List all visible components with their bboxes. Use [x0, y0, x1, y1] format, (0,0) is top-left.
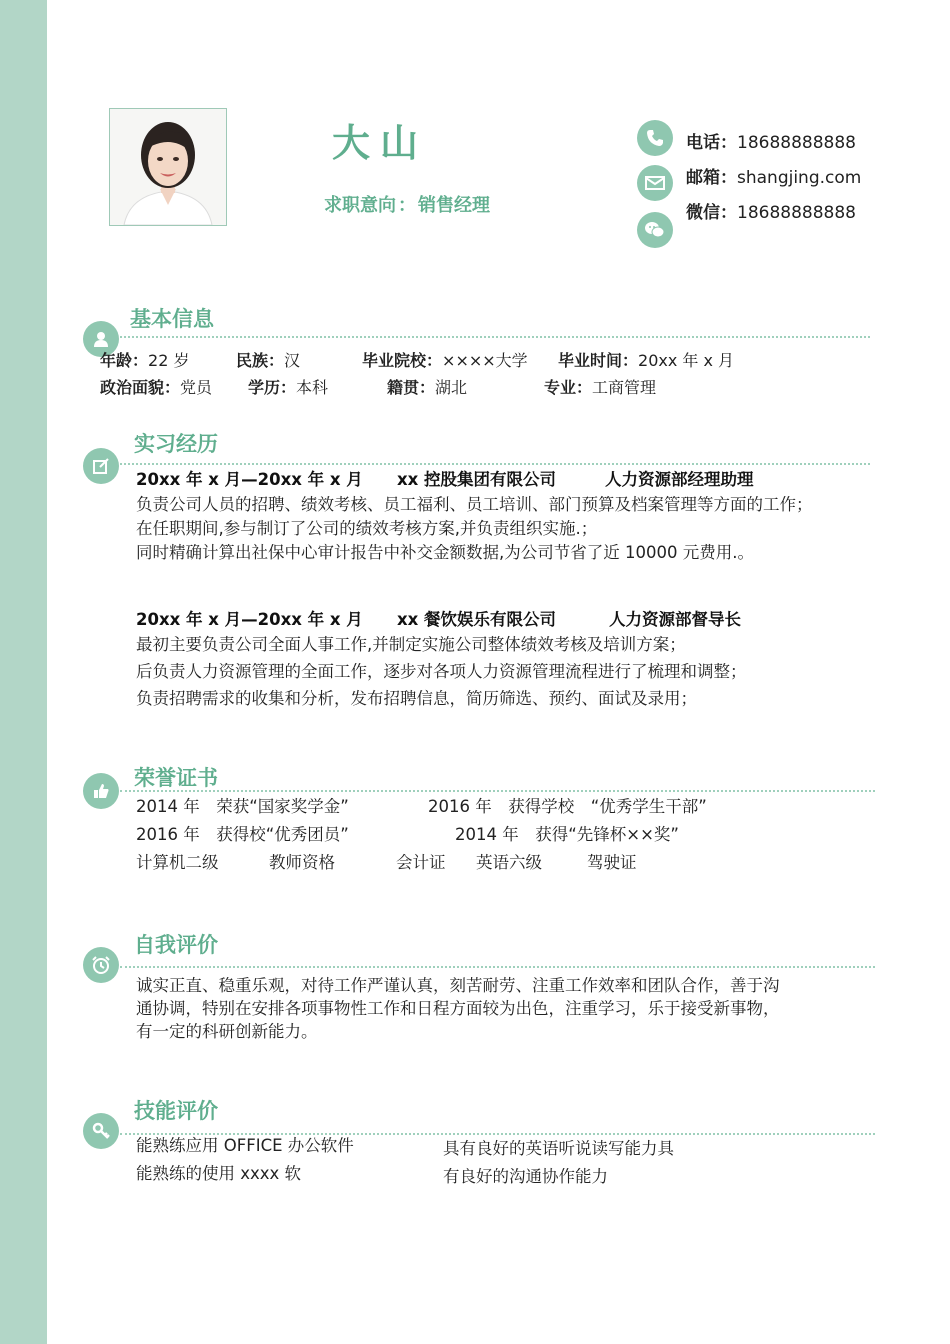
section-title-self-evaluation: 自我评价	[134, 933, 218, 957]
info-major: 专业：工商管理	[544, 378, 657, 397]
certificate-item: 计算机二级	[136, 853, 219, 872]
job-objective-label: 求职意向	[324, 195, 396, 216]
phone-icon	[637, 120, 673, 156]
honor-item: 2014 年 获得“先锋杯××奖”	[455, 825, 679, 844]
section-title-honors: 荣誉证书	[134, 766, 218, 790]
job-role: 人力资源部经理助理	[605, 470, 754, 489]
job-detail: 同时精确计算出社保中心审计报告中补交金额数据,为公司节省了近 10000 元费用.。	[136, 543, 754, 562]
honor-item: 2016 年 获得校“优秀团员”	[136, 825, 349, 844]
alarm-clock-icon	[83, 947, 119, 983]
section-divider	[120, 336, 870, 338]
wechat-icon	[637, 212, 673, 248]
job-period: 20xx 年 x 月—20xx 年 x 月	[136, 610, 363, 629]
info-education: 学历：本科	[248, 378, 329, 397]
job-period: 20xx 年 x 月—20xx 年 x 月	[136, 470, 363, 489]
thumbs-up-icon	[83, 773, 119, 809]
evaluation-line: 通协调，特别在安排各项事物性工作和日程方面较为出色，注重学习，乐于接受新事物，	[136, 999, 780, 1018]
certificate-item: 英语六级	[476, 853, 542, 872]
skill-item: 能熟练应用 OFFICE 办公软件	[136, 1136, 354, 1155]
contact-phone: 电话：18688888888	[686, 133, 856, 153]
side-color-strip	[0, 0, 47, 1344]
edit-icon	[83, 448, 119, 484]
job-objective: 求职意向 ： 销售经理	[324, 195, 490, 216]
skill-item: 有良好的沟通协作能力	[443, 1167, 608, 1186]
contact-wechat: 微信：18688888888	[686, 203, 856, 223]
skill-item: 能熟练的使用 xxxx 软	[136, 1164, 302, 1183]
section-divider	[120, 463, 870, 465]
skill-item: 具有良好的英语听说读写能力具	[443, 1139, 674, 1158]
job-detail: 最初主要负责公司全面人事工作,并制定实施公司整体绩效考核及培训方案；	[136, 635, 686, 654]
certificate-item: 驾驶证	[587, 853, 637, 872]
info-political: 政治面貌：党员	[100, 378, 213, 397]
section-title-basic-info: 基本信息	[130, 307, 214, 331]
job-detail: 在任职期间,参与制订了公司的绩效考核方案,并负责组织实施.；	[136, 519, 598, 538]
info-hometown: 籍贯：湖北	[387, 378, 468, 397]
section-divider	[120, 790, 875, 792]
info-age: 年龄：22 岁	[100, 351, 190, 370]
profile-photo	[109, 108, 227, 226]
job-objective-value: 销售经理	[418, 195, 490, 216]
section-title-internship: 实习经历	[134, 432, 218, 456]
evaluation-line: 诚实正直、稳重乐观，对待工作严谨认真，刻苦耐劳、注重工作效率和团队合作，善于沟	[136, 976, 780, 995]
contact-email: 邮箱：shangjing.com	[686, 168, 862, 188]
job-role: 人力资源部督导长	[609, 610, 741, 629]
info-school: 毕业院校：××××大学	[362, 351, 528, 370]
certificate-item: 教师资格	[269, 853, 335, 872]
section-title-skills: 技能评价	[134, 1099, 218, 1123]
job-company: xx 控股集团有限公司	[397, 470, 557, 489]
evaluation-line: 有一定的科研创新能力。	[136, 1022, 318, 1041]
info-grad-date: 毕业时间：20xx 年 x 月	[558, 351, 735, 370]
info-ethnicity: 民族：汉	[236, 351, 301, 370]
mail-icon	[637, 165, 673, 201]
job-detail: 后负责人力资源管理的全面工作，逐步对各项人力资源管理流程进行了梳理和调整；	[136, 662, 747, 681]
job-detail: 负责公司人员的招聘、绩效考核、员工福利、员工培训、部门预算及档案管理等方面的工作；	[136, 495, 813, 514]
honor-item: 2016 年 获得学校 “优秀学生干部”	[428, 797, 707, 816]
certificate-item: 会计证	[396, 853, 446, 872]
job-detail: 负责招聘需求的收集和分析，发布招聘信息，简历筛选、预约、面试及录用；	[136, 689, 697, 708]
key-icon	[83, 1113, 119, 1149]
candidate-name: 大山	[331, 120, 428, 165]
job-company: xx 餐饮娱乐有限公司	[397, 610, 557, 629]
section-divider	[120, 966, 875, 968]
honor-item: 2014 年 荣获“国家奖学金”	[136, 797, 349, 816]
